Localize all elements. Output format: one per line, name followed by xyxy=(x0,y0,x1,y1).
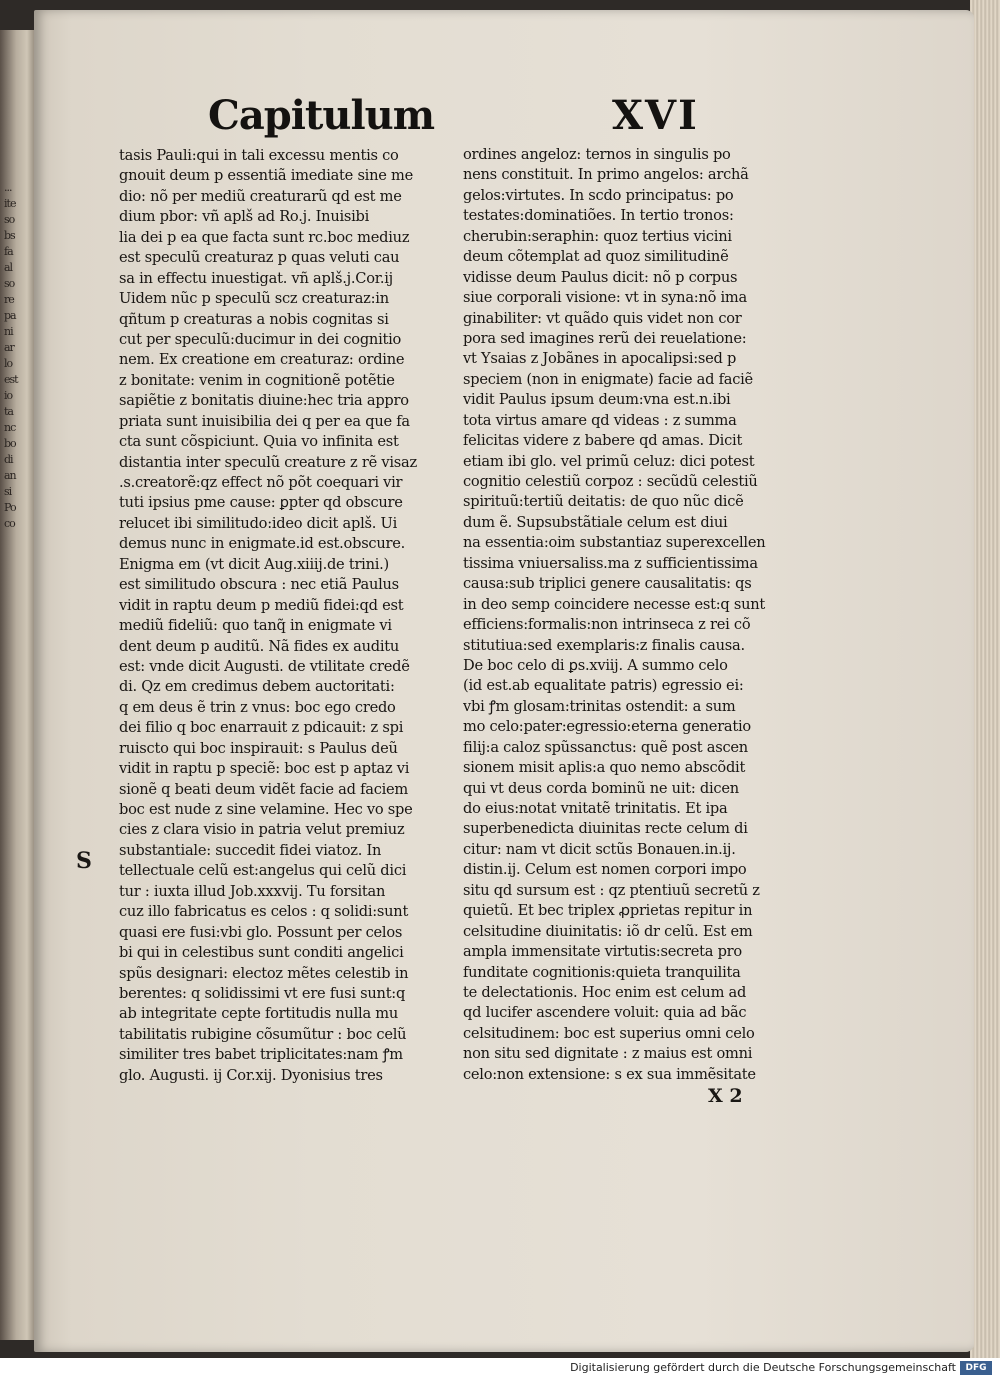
text-line: q em deus ẽ trin z vnus: boc ego credo xyxy=(119,698,396,716)
text-line: tissima vniuersaliss.ma z sufficientissima xyxy=(463,554,758,572)
text-line: tasis Pauli:qui in tali excessu mentis co xyxy=(119,147,399,164)
text-line: sionẽ q beati deum vidẽt facie ad faciem xyxy=(119,780,409,798)
running-head xyxy=(208,92,708,142)
text-line: quasi ere fusi:vbi glo. Possunt per celos xyxy=(119,923,403,941)
text-line: nem. Ex creatione em creaturaz: ordine xyxy=(119,351,405,369)
text-line: ruiscto qui boc inspirauit: s Paulus deũ xyxy=(119,739,398,757)
text-line: distin.ij. Celum est nomen corpori impo xyxy=(463,861,747,879)
text-line: cta sunt cõspiciunt. Quia vo infinita est xyxy=(119,433,399,451)
text-line: gelos:virtutes. In scdo principatus: po xyxy=(463,186,734,204)
text-line: cut per speculũ:ducimur in dei cognitio xyxy=(119,330,402,348)
text-line: tabilitatis rubigine cõsumũtur : boc celũ xyxy=(119,1025,407,1043)
text-line: relucet ibi similitudo:ideo dicit aplš. Ui xyxy=(119,514,397,532)
text-line: priata sunt inuisibilia dei q per ea que fa xyxy=(119,412,410,430)
text-line: testates:dominatiões. In tertio tronos: xyxy=(463,207,734,225)
running-head-chapter-number: XVI xyxy=(612,92,699,139)
text-line: dei filio q boc enarrauit z pdicauit: z spi xyxy=(119,719,404,737)
text-line: vidit in raptu p speciẽ: boc est p aptaz vi xyxy=(119,760,410,778)
page-edges xyxy=(970,0,1000,1358)
text-line: superbenedicta diuinitas recte celum di xyxy=(463,820,748,838)
text-line: mediũ fideliũ: quo tanq̃ in enigmate vi xyxy=(119,617,392,635)
text-line: vbi ꝭm glosam:trinitas ostendit: a sum xyxy=(463,697,736,715)
text-line: distantia inter speculũ creature z rẽ visaz xyxy=(119,453,417,471)
text-line: demus nunc in enigmate.id est.obscure. xyxy=(119,535,406,553)
text-line: qd lucifer ascendere voluit: quia ad bãc xyxy=(463,1004,747,1022)
text-line: similiter tres babet triplicitates:nam ꝭm xyxy=(119,1046,403,1064)
text-line: spũs designari: electoz mẽtes celestib in xyxy=(119,964,409,982)
text-line: cuz illo fabricatus es celos : q solidi:sunt xyxy=(119,903,409,921)
text-line: (id est.ab equalitate patris) egressio ei: xyxy=(463,677,744,695)
text-line: sionem misit aplis:a quo nemo abscõdit xyxy=(463,759,746,777)
margin-note: S xyxy=(76,848,92,874)
text-line: lia dei p ea que facta sunt rc.boc mediuz xyxy=(119,228,410,246)
text-line: sapiẽtie z bonitatis diuine:hec tria appro xyxy=(119,392,409,410)
text-line: ordines angeloz: ternos in singulis po xyxy=(463,146,731,163)
text-line: sa in effectu inuestigat. vñ aplš.j.Cor.ij xyxy=(119,269,393,287)
text-line: Enigma em (vt dicit Aug.xiiij.de trini.) xyxy=(119,555,389,573)
left-text-column xyxy=(119,146,459,1086)
text-line: qñtum p creaturas a nobis cognitas si xyxy=(119,310,389,328)
text-line: dum ẽ. Supsubstãtiale celum est diui xyxy=(463,513,728,531)
text-line: speciem (non in enigmate) facie ad faciẽ xyxy=(463,370,753,388)
text-line: cognitio celestiũ corpoz : secũdũ celestiũ xyxy=(463,473,758,490)
text-line: cherubin:seraphin: quoz tertius vicini xyxy=(463,227,732,245)
text-line: est speculũ creaturaz p quas veluti cau xyxy=(119,249,400,267)
text-line: funditate cognitionis:quieta tranquilita xyxy=(463,963,741,981)
text-line: in deo semp coincidere necesse est:q sunt xyxy=(463,595,766,613)
text-line: vidisse deum Paulus dicit: nõ p corpus xyxy=(463,268,738,286)
text-line: celsitudinem: boc est superius omni celo xyxy=(463,1024,755,1042)
text-line: vt Ysaias z Jobãnes in apocalipsi:sed p xyxy=(463,350,737,368)
text-line: berentes: q solidissimi vt ere fusi sunt:q xyxy=(119,984,406,1002)
dfg-logo: DFG xyxy=(960,1361,992,1375)
text-line: dium pbor: vñ aplš ad Ro.j. Inuisibi xyxy=(119,208,370,226)
text-line: dent deum p auditũ. Nã fides ex auditu xyxy=(119,637,400,655)
text-line: mo celo:pater:egressio:eterna generatio xyxy=(463,718,751,736)
text-line: deum cõtemplat ad quoz similitudinẽ xyxy=(463,248,729,266)
text-line: tellectuale celũ est:angelus qui celũ dici xyxy=(119,862,407,880)
text-line: spirituũ:tertiũ deitatis: de quo nũc dicẽ xyxy=(463,493,744,511)
signature-mark: X 2 xyxy=(708,1085,743,1107)
text-line: non situ sed dignitate : z maius est omni xyxy=(463,1045,753,1063)
text-line: De boc celo di ꝑs.xviij. A summo celo xyxy=(463,656,728,674)
text-line: substantiale: succedit fidei viatoz. In xyxy=(119,841,382,859)
text-line: ampla immensitate virtutis:secreta pro xyxy=(463,943,742,961)
text-line: do eius:notat vnitatẽ trinitatis. Et ipa xyxy=(463,800,728,817)
text-line: stitutiua:sed exemplaris:z finalis causa. xyxy=(463,636,745,654)
right-text-column xyxy=(463,145,803,1085)
text-line: boc est nude z sine velamine. Hec vo spe xyxy=(119,801,413,818)
text-line: glo. Augusti. ij Cor.xij. Dyonisius tres xyxy=(119,1066,383,1084)
text-line: tur : iuxta illud Job.xxxvij. Tu forsitan xyxy=(119,882,386,900)
text-line: vidit in raptu deum p mediũ fidei:qd est xyxy=(119,596,404,614)
text-line: est similitudo obscura : nec etiã Paulus xyxy=(119,576,399,594)
running-head-title: Capitulum xyxy=(208,92,435,139)
text-line: gnouit deum p essentiã imediate sine me xyxy=(119,167,414,185)
text-line: vidit Paulus ipsum deum:vna est.n.ibi xyxy=(463,391,731,409)
text-line: Uidem nũc p speculũ scz creaturaz:in xyxy=(119,290,389,308)
text-line: na essentia:oim substantiaz superexcellen xyxy=(463,534,766,552)
text-line: situ qd sursum est : qz ptentiuũ secretũ z xyxy=(463,881,760,899)
text-line: efficiens:formalis:non intrinseca z rei cõ xyxy=(463,616,751,634)
left-page-sliver-text: ... ite so bs fa al so re pa ni ar lo est io ta nc bo di an si Po co xyxy=(4,181,18,530)
text-line: celo:non extensione: s ex sua immẽsitate xyxy=(463,1065,756,1083)
text-line: qui vt deus corda bominũ ne uit: dicen xyxy=(463,779,739,797)
text-line: tuti ipsius pme cause: ꝑpter qd obscure xyxy=(119,494,403,512)
text-line: cies z clara visio in patria velut premiuz xyxy=(119,821,405,839)
text-line: etiam ibi glo. vel primũ celuz: dici potest xyxy=(463,452,755,470)
text-line: est: vnde dicit Augusti. de vtilitate credẽ xyxy=(119,657,410,675)
text-line: citur: nam vt dicit sctũs Bonauen.in.ij. xyxy=(463,840,736,858)
text-line: nens constituit. In primo angelos: archã xyxy=(463,166,749,184)
text-line: te delectationis. Hoc enim est celum ad xyxy=(463,983,747,1001)
text-line: siue corporali visione: vt in syna:nõ ima xyxy=(463,289,747,307)
funding-credit: Digitalisierung gefördert durch die Deutsche Forschungsgemeinschaft xyxy=(570,1361,956,1374)
text-line: .s.creatorẽ:qz effect nõ põt coequari vir xyxy=(119,474,403,491)
text-line: pora sed imagines rerũ dei reuelatione: xyxy=(463,329,747,347)
text-line: dio: nõ per mediũ creaturarũ qd est me xyxy=(119,187,402,205)
text-line: causa:sub triplici genere causalitatis: qs xyxy=(463,575,752,593)
text-line: filij:a caloz spũssanctus: quẽ post ascen xyxy=(463,738,748,756)
text-line: di. Qz em credimus debem auctoritati: xyxy=(119,678,395,696)
left-page-sliver xyxy=(0,30,36,1340)
text-line: quietũ. Et bec triplex ꝓprietas repitur in xyxy=(463,902,753,920)
text-line: z bonitate: venim in cognitionẽ potẽtie xyxy=(119,371,395,389)
text-line: ginabiliter: vt quãdo quis videt non cor xyxy=(463,309,742,327)
text-line: tota virtus amare qd videas : z summa xyxy=(463,411,737,429)
footer-bar xyxy=(0,1358,1000,1379)
text-line: ab integritate cepte fortitudis nulla mu xyxy=(119,1005,399,1023)
text-line: celsitudine diuinitatis: iõ dr celũ. Est em xyxy=(463,922,753,940)
text-line: felicitas videre z babere qd amas. Dicit xyxy=(463,432,743,450)
text-line: bi qui in celestibus sunt conditi angelici xyxy=(119,944,404,962)
